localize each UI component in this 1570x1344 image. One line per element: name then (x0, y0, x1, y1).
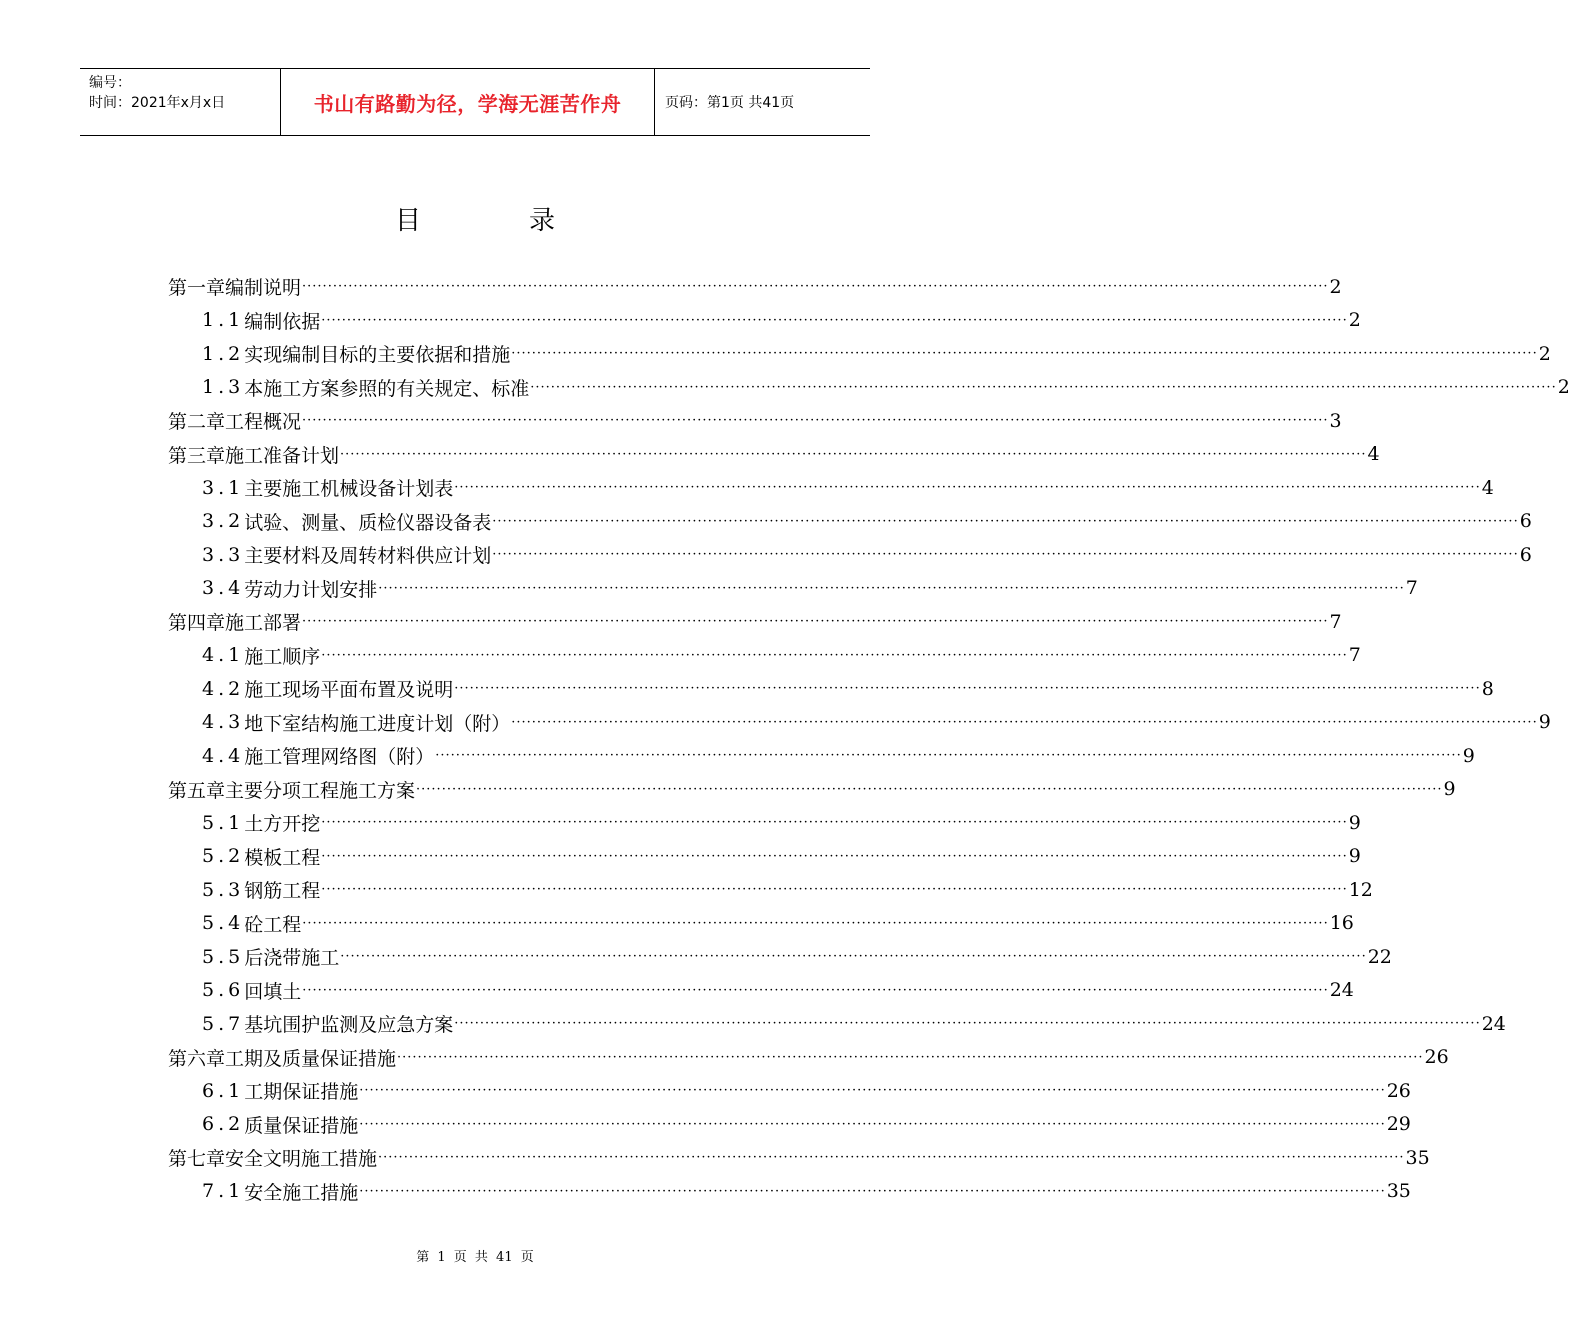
toc-leader-dots: ········································································································································································································ (302, 413, 1329, 429)
toc-entry-page: 26 (1386, 1079, 1411, 1102)
toc-entry-title: 试验、测量、质检仪器设备表 (244, 511, 492, 534)
toc-entry-number: 第三章 (168, 444, 226, 467)
toc-entry-page: 24 (1329, 979, 1354, 1002)
motto-text: 书山有路勤为径，学海无涯苦作舟 (281, 69, 655, 135)
toc-leader-dots: ········································································································································································································ (416, 781, 1443, 797)
toc-leader-dots: ········································································································································································································ (359, 1116, 1386, 1132)
toc-entry-page: 4 (1367, 443, 1380, 466)
toc-leader-dots: ········································································································································································································ (378, 1150, 1405, 1166)
toc-leader-dots: ········································································································································································································ (302, 982, 1329, 998)
toc-entry-number: 第五章 (168, 779, 226, 802)
toc-entry-number: 5.5 (202, 945, 245, 968)
toc-entry[interactable] (168, 1175, 1411, 1209)
toc-entry-number: 4.4 (202, 744, 245, 767)
toc-entry[interactable] (168, 471, 1494, 505)
toc-leader-dots: ········································································································································································································ (321, 815, 1348, 831)
toc-leader-dots: ········································································································································································································ (359, 1083, 1386, 1099)
toc-entry-title: 施工管理网络图（附） (244, 746, 435, 769)
toc-entry[interactable] (168, 371, 1570, 405)
toc-leader-dots: ········································································································································································································ (397, 1049, 1424, 1065)
toc-leader-dots: ········································································································································································································ (302, 915, 1329, 931)
toc-entry-number: 5.2 (202, 845, 245, 868)
toc-leader-dots: ········································································································································································································ (435, 748, 1462, 764)
toc-entry[interactable] (168, 806, 1361, 840)
toc-entry[interactable] (168, 1141, 1430, 1175)
toc-entry-title: 模板工程 (244, 846, 321, 869)
toc-entry-page: 3 (1329, 409, 1342, 432)
toc-entry[interactable] (168, 1108, 1411, 1142)
toc-entry[interactable] (168, 1007, 1506, 1041)
toc-entry[interactable] (168, 639, 1361, 673)
toc-entry-page: 26 (1424, 1046, 1449, 1069)
toc-entry[interactable] (168, 304, 1361, 338)
toc-entry-number: 1.1 (202, 309, 245, 332)
toc-entry[interactable] (168, 270, 1342, 304)
toc-entry-title: 主要分项工程施工方案 (225, 779, 416, 802)
toc-entry-page: 9 (1348, 811, 1361, 834)
toc-entry-number: 第七章 (168, 1148, 226, 1171)
toc-entry-title: 砼工程 (244, 913, 302, 936)
page-header (80, 68, 870, 136)
toc-leader-dots: ········································································································································································································ (511, 714, 1538, 730)
toc-entry-title: 钢筋工程 (244, 880, 321, 903)
toc-entry-number: 1.2 (202, 342, 245, 365)
toc-entry[interactable] (168, 873, 1373, 907)
toc-entry-page: 8 (1481, 677, 1494, 700)
toc-entry-number: 1.3 (202, 376, 245, 399)
toc-leader-dots: ········································································································································································································ (321, 848, 1348, 864)
toc-entry-title: 安全施工措施 (244, 1181, 359, 1204)
toc-entry-title: 本施工方案参照的有关规定、标准 (244, 377, 530, 400)
toc-leader-dots: ········································································································································································································ (530, 379, 1557, 395)
toc-entry-title: 劳动力计划安排 (244, 578, 378, 601)
toc-entry-number: 7.1 (202, 1180, 245, 1203)
toc-entry-title: 施工准备计划 (225, 444, 340, 467)
toc-entry-number: 4.2 (202, 677, 245, 700)
toc-entry-page: 6 (1519, 510, 1532, 533)
toc-entry[interactable] (168, 605, 1342, 639)
toc-entry-title: 工程概况 (225, 411, 302, 434)
toc-entry-page: 2 (1329, 275, 1342, 298)
toc-entry[interactable] (168, 1074, 1411, 1108)
toc-leader-dots: ········································································································································································································ (340, 949, 1367, 965)
toc-leader-dots: ········································································································································································································ (454, 681, 1481, 697)
toc-entry-number: 3.1 (202, 476, 245, 499)
toc-entry-number: 5.6 (202, 979, 245, 1002)
toc-leader-dots: ········································································································································································································ (302, 614, 1329, 630)
toc-leader-dots: ········································································································································································································ (321, 312, 1348, 328)
date-label: 时间：2021年x月x日 (89, 95, 226, 111)
toc-entry[interactable] (168, 840, 1361, 874)
toc-entry[interactable] (168, 773, 1456, 807)
toc-entry-page: 29 (1386, 1113, 1411, 1136)
toc-entry-title: 实现编制目标的主要依据和措施 (244, 344, 511, 367)
toc-leader-dots: ········································································································································································································ (492, 547, 1519, 563)
toc-entry-page: 7 (1348, 644, 1361, 667)
toc-entry-page: 9 (1538, 711, 1551, 734)
toc-entry-title: 质量保证措施 (244, 1114, 359, 1137)
toc-entry-number: 第一章 (168, 277, 226, 300)
toc-entry[interactable] (168, 337, 1551, 371)
header-left-cell (80, 69, 281, 135)
toc-entry-number: 3.3 (202, 543, 245, 566)
toc-entry[interactable] (168, 1041, 1449, 1075)
toc-entry-title: 工期及质量保证措施 (225, 1047, 397, 1070)
code-label: 编号： (89, 75, 131, 91)
toc-entry-page: 9 (1443, 778, 1456, 801)
toc-entry-page: 12 (1348, 878, 1373, 901)
toc-entry[interactable] (168, 907, 1354, 941)
toc-entry-title: 回填土 (244, 980, 302, 1003)
toc-entry[interactable] (168, 404, 1342, 438)
toc-entry-title: 基坑围护监测及应急方案 (244, 1014, 454, 1037)
toc-entry[interactable] (168, 739, 1475, 773)
toc-entry-page: 24 (1481, 1012, 1506, 1035)
toc-entry-title: 主要材料及周转材料供应计划 (244, 545, 492, 568)
toc-leader-dots: ········································································································································································································ (454, 1016, 1481, 1032)
toc-entry-page: 7 (1329, 610, 1342, 633)
toc-entry[interactable] (168, 672, 1494, 706)
toc-entry-title: 编制依据 (244, 310, 321, 333)
toc-entry-number: 5.7 (202, 1012, 245, 1035)
toc-leader-dots: ········································································································································································································ (378, 580, 1405, 596)
toc-entry-page: 9 (1348, 845, 1361, 868)
toc-entry-page: 7 (1405, 577, 1418, 600)
toc-entry-title: 安全文明施工措施 (225, 1148, 378, 1171)
toc-entry-page: 2 (1348, 309, 1361, 332)
table-of-contents (168, 270, 1570, 1208)
toc-entry-page: 22 (1367, 945, 1392, 968)
toc-entry-number: 6.2 (202, 1113, 245, 1136)
toc-entry-number: 3.2 (202, 510, 245, 533)
toc-entry-number: 第二章 (168, 411, 226, 434)
toc-entry[interactable] (168, 438, 1380, 472)
toc-entry-number: 5.1 (202, 811, 245, 834)
toc-entry-title: 工期保证措施 (244, 1081, 359, 1104)
toc-entry[interactable] (168, 974, 1354, 1008)
toc-entry-number: 第六章 (168, 1047, 226, 1070)
toc-entry-page: 35 (1386, 1180, 1411, 1203)
toc-entry-page: 2 (1538, 342, 1551, 365)
toc-entry-number: 4.3 (202, 711, 245, 734)
toc-entry-title: 施工现场平面布置及说明 (244, 679, 454, 702)
toc-entry-page: 4 (1481, 476, 1494, 499)
toc-entry[interactable] (168, 572, 1418, 606)
toc-entry-title: 土方开挖 (244, 813, 321, 836)
toc-title: 目录 (394, 206, 663, 236)
toc-entry-title: 地下室结构施工进度计划（附） (244, 712, 511, 735)
toc-entry-title: 施工顺序 (244, 645, 321, 668)
toc-leader-dots: ········································································································································································································ (454, 480, 1481, 496)
toc-entry[interactable] (168, 940, 1392, 974)
toc-entry-title: 后浇带施工 (244, 947, 340, 970)
toc-entry-number: 5.4 (202, 912, 245, 935)
toc-entry[interactable] (168, 538, 1532, 572)
toc-entry-page: 6 (1519, 543, 1532, 566)
toc-leader-dots: ········································································································································································································ (302, 279, 1329, 295)
toc-entry-title: 主要施工机械设备计划表 (244, 478, 454, 501)
toc-entry-number: 4.1 (202, 644, 245, 667)
page-footer: 第 1 页 共 41 页 (416, 1250, 534, 1265)
toc-entry-title: 编制说明 (225, 277, 302, 300)
toc-entry-number: 第四章 (168, 612, 226, 635)
toc-entry-page: 35 (1405, 1146, 1430, 1169)
toc-entry[interactable] (168, 706, 1551, 740)
toc-entry[interactable] (168, 505, 1532, 539)
toc-leader-dots: ········································································································································································································ (340, 446, 1367, 462)
toc-leader-dots: ········································································································································································································ (492, 513, 1519, 529)
toc-entry-page: 9 (1462, 744, 1475, 767)
toc-entry-number: 5.3 (202, 878, 245, 901)
toc-entry-page: 2 (1557, 376, 1570, 399)
toc-leader-dots: ········································································································································································································ (321, 882, 1348, 898)
toc-leader-dots: ········································································································································································································ (321, 647, 1348, 663)
toc-entry-title: 施工部署 (225, 612, 302, 635)
toc-entry-number: 6.1 (202, 1079, 245, 1102)
toc-entry-number: 3.4 (202, 577, 245, 600)
toc-leader-dots: ········································································································································································································ (511, 346, 1538, 362)
page-info: 页码：第1页 共41页 (665, 95, 795, 111)
toc-leader-dots: ········································································································································································································ (359, 1183, 1386, 1199)
toc-entry-page: 16 (1329, 912, 1354, 935)
